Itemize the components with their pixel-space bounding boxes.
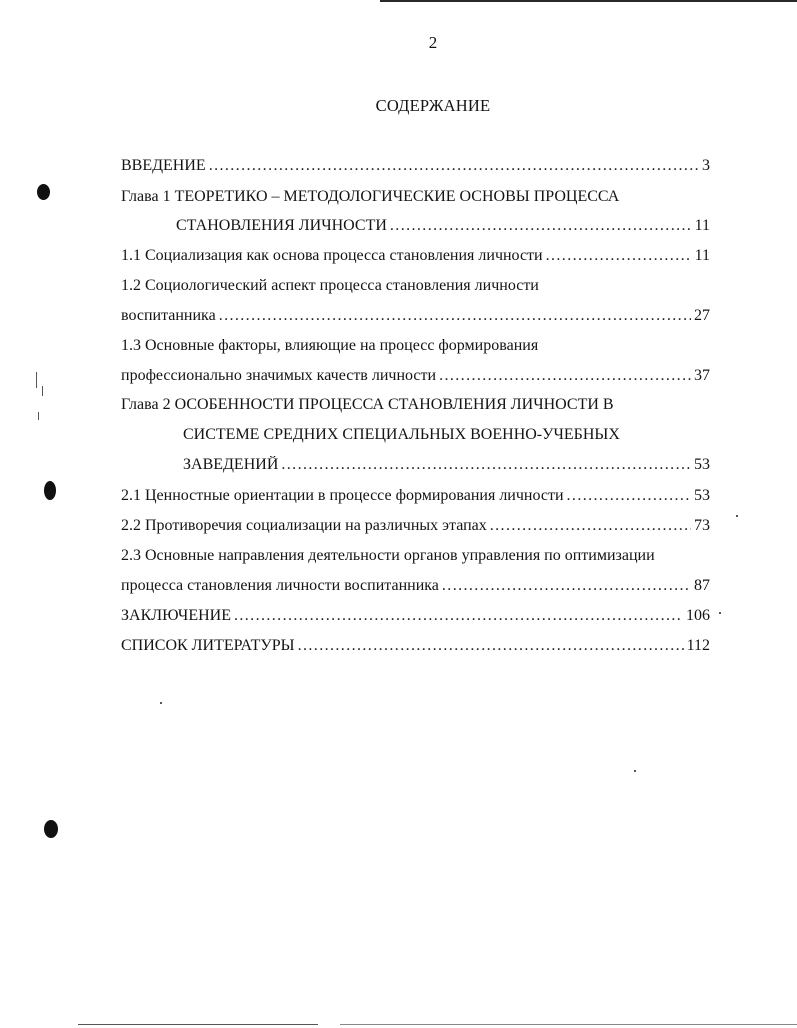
dot-leader	[439, 367, 691, 385]
toc-entry-section-1-3-line1[interactable]: 1.3 Основные факторы, влияющие на процесс формирования	[121, 337, 539, 354]
toc-entry-page: 112	[686, 637, 710, 654]
page-number: 2	[428, 33, 438, 52]
scan-speck	[42, 386, 43, 396]
toc-title: СОДЕРЖАНИЕ	[375, 96, 491, 115]
toc-entry-chapter-1-line1[interactable]: Глава 1 ТЕОРЕТИКО – МЕТОДОЛОГИЧЕСКИЕ ОСНОВЫ ПРОЦЕССА	[121, 188, 620, 205]
toc-entry-section-1-3[interactable]	[121, 367, 710, 385]
scan-speck	[634, 770, 636, 772]
scan-speck	[38, 412, 39, 420]
toc-entry-page: 87	[694, 577, 710, 594]
toc-entry-chapter-2[interactable]	[183, 456, 710, 474]
toc-entry-page: 11	[694, 217, 710, 234]
toc-entry-chapter-2-line2[interactable]: СИСТЕМЕ СРЕДНИХ СПЕЦИАЛЬНЫХ ВОЕННО-УЧЕБНЫХ	[183, 426, 620, 443]
dot-leader	[490, 517, 691, 535]
toc-entry-label: СПИСОК ЛИТЕРАТУРЫ	[121, 637, 295, 654]
toc-entry-label: профессионально значимых качеств личности	[121, 367, 437, 384]
dot-leader	[281, 456, 691, 474]
toc-entry-page: 3	[702, 157, 710, 174]
scan-speck	[36, 372, 37, 388]
toc-entry-page: 27	[694, 307, 710, 324]
punch-hole-artifact	[37, 184, 50, 200]
dot-leader	[390, 217, 692, 235]
dot-leader	[209, 157, 699, 175]
toc-entry-page: 53	[694, 487, 710, 504]
toc-entry-page: 37	[694, 367, 710, 384]
scan-speck	[160, 702, 162, 704]
toc-entry-section-2-2[interactable]	[121, 517, 710, 535]
toc-entry-page: 11	[694, 247, 710, 264]
dot-leader	[234, 607, 683, 625]
toc-entry-intro[interactable]	[121, 157, 710, 175]
toc-entry-label: ВВЕДЕНИЕ	[121, 157, 206, 174]
toc-entry-section-1-1[interactable]	[121, 247, 710, 265]
scan-speck	[736, 515, 738, 517]
toc-entry-label: воспитанника	[121, 307, 216, 324]
toc-entry-label: ЗАВЕДЕНИЙ	[183, 456, 279, 473]
toc-entry-section-1-2[interactable]	[121, 307, 710, 325]
punch-hole-artifact	[44, 820, 58, 838]
scan-artifact-top-line	[380, 0, 797, 2]
toc-entry-section-2-1[interactable]	[121, 487, 710, 505]
toc-entry-label: 2.1 Ценностные ориентации в процессе формирования личности	[121, 487, 564, 504]
toc-entry-label: 2.2 Противоречия социализации на различных этапах	[121, 517, 487, 534]
dot-leader	[219, 307, 691, 325]
dot-leader	[442, 577, 691, 595]
toc-entry-page: 73	[694, 517, 710, 534]
toc-entry-conclusion[interactable]	[121, 607, 710, 625]
toc-entry-label: процесса становления личности воспитанника	[121, 577, 439, 594]
toc-entry-label: 1.1 Социализация как основа процесса становления личности	[121, 247, 543, 264]
toc-entry-literature[interactable]	[121, 637, 710, 655]
toc-entry-label: ЗАКЛЮЧЕНИЕ	[121, 607, 231, 624]
toc-entry-chapter-2-line1[interactable]: Глава 2 ОСОБЕННОСТИ ПРОЦЕССА СТАНОВЛЕНИЯ ЛИЧНОСТИ В	[121, 396, 614, 413]
toc-entry-page: 106	[686, 607, 710, 624]
toc-entry-section-2-3[interactable]	[121, 577, 710, 595]
dot-leader	[546, 247, 692, 265]
punch-hole-artifact	[44, 481, 56, 500]
scan-artifact-bottom-line-right	[340, 1024, 797, 1025]
toc-entry-section-2-3-line1[interactable]: 2.3 Основные направления деятельности органов управления по оптимизации	[121, 547, 655, 564]
toc-entry-page: 53	[694, 456, 710, 473]
dot-leader	[567, 487, 691, 505]
toc-entry-chapter-1[interactable]	[176, 217, 710, 235]
toc-entry-section-1-2-line1[interactable]: 1.2 Социологический аспект процесса становления личности	[121, 277, 539, 294]
scan-artifact-bottom-line	[78, 1024, 318, 1025]
scan-speck	[719, 612, 721, 614]
toc-entry-label: СТАНОВЛЕНИЯ ЛИЧНОСТИ	[176, 217, 387, 234]
dot-leader	[298, 637, 684, 655]
